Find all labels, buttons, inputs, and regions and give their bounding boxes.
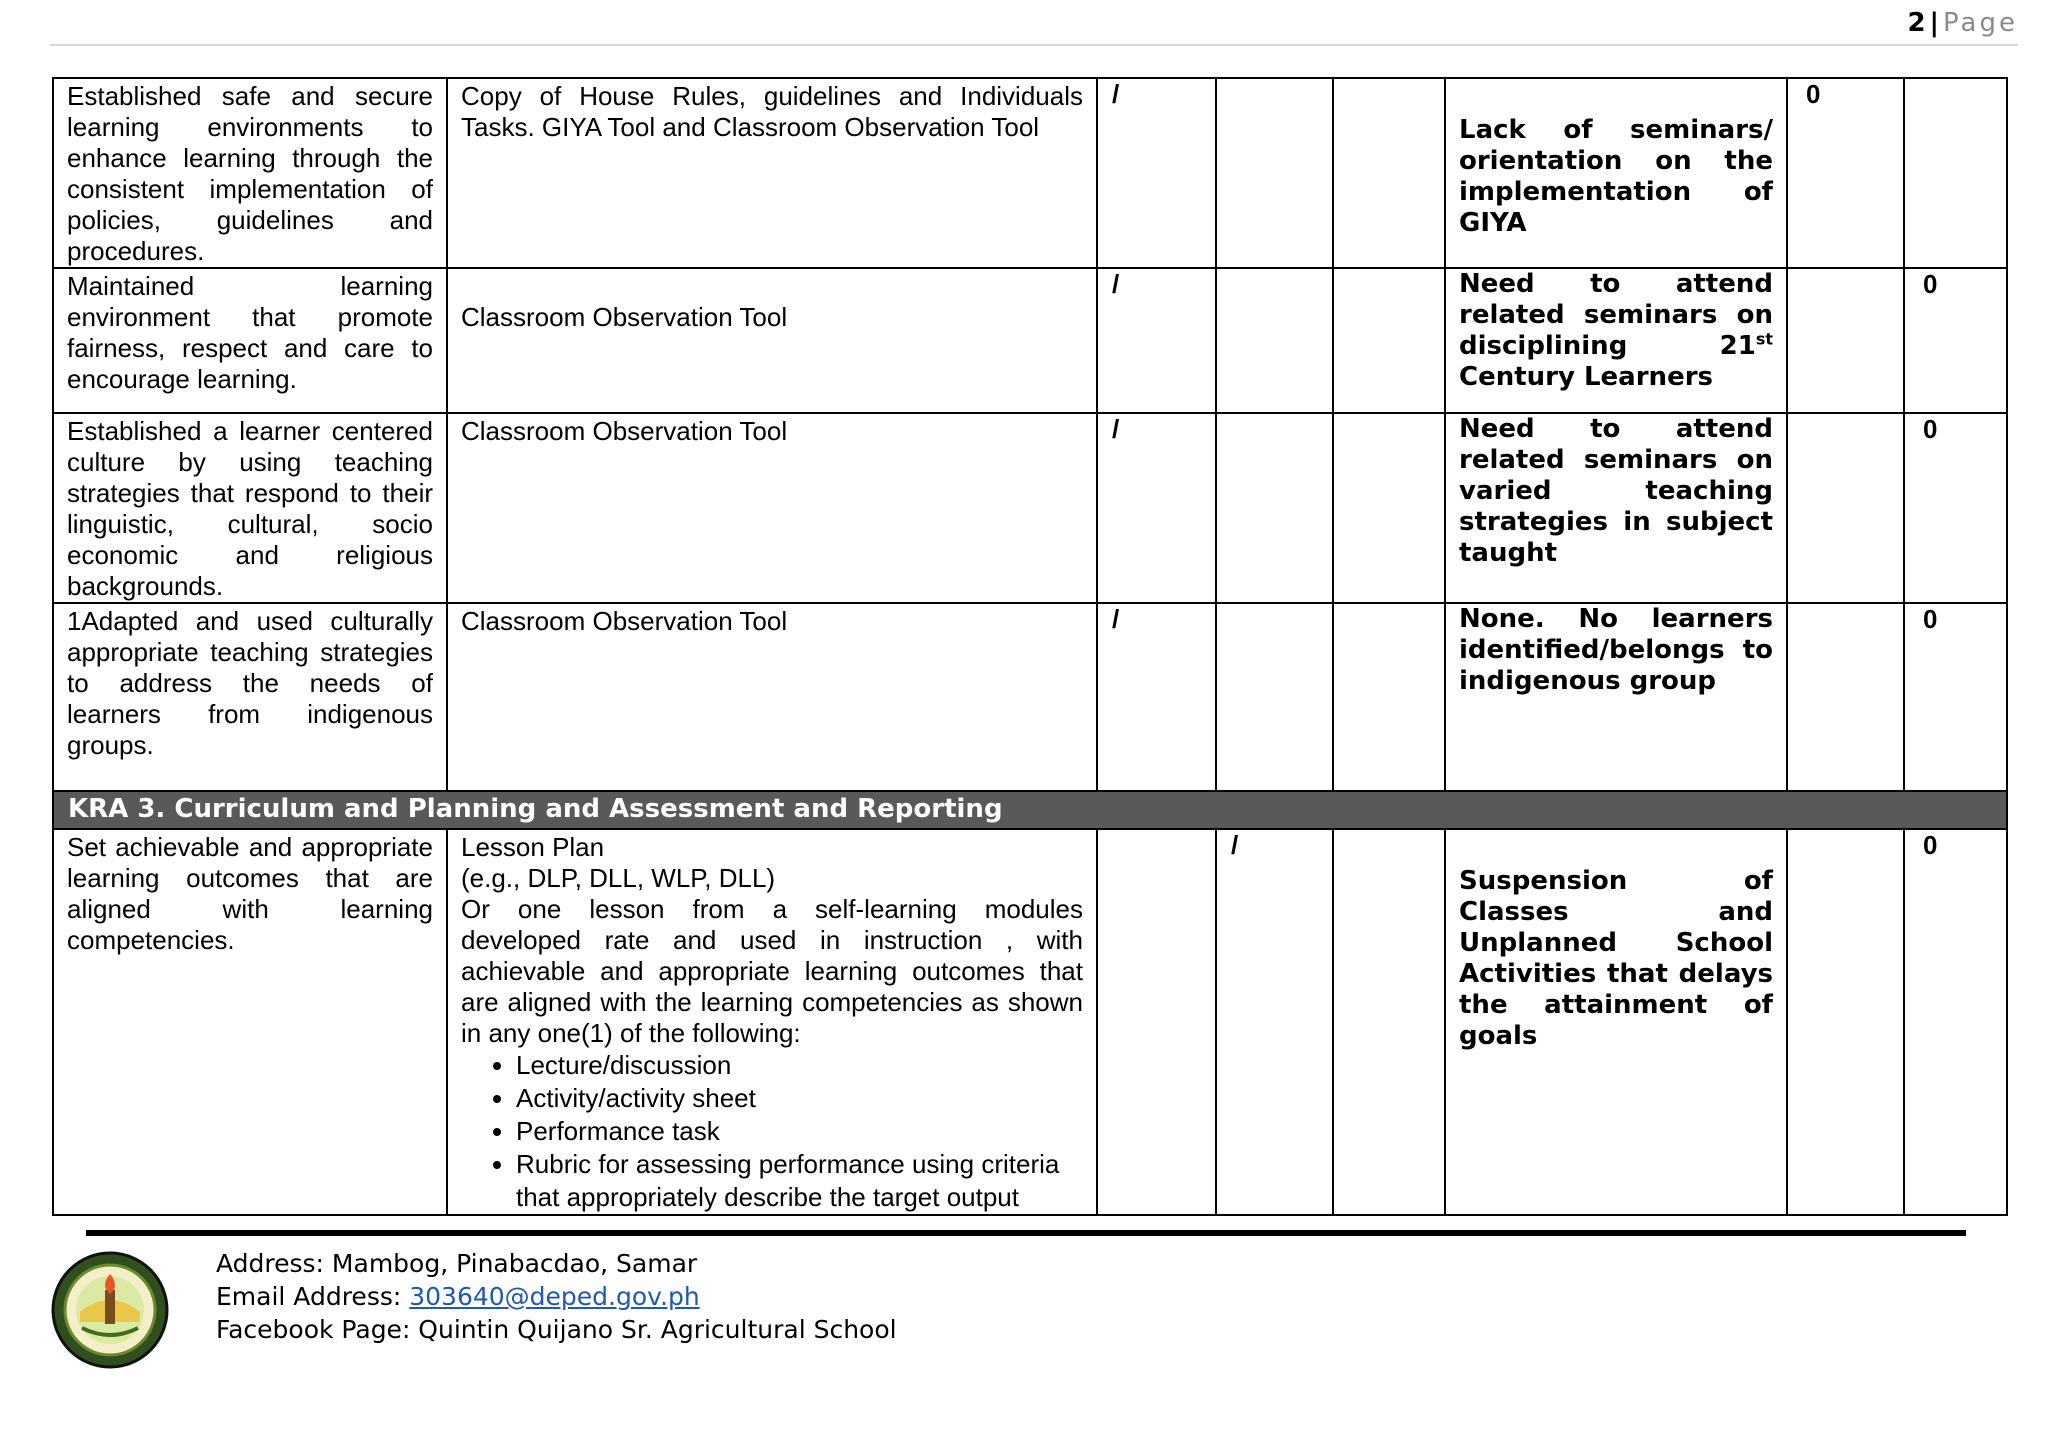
- school-seal-logo: [50, 1250, 170, 1370]
- rating-mark-2: [1216, 413, 1333, 603]
- means-examples: (e.g., DLP, DLL, WLP, DLL): [461, 863, 776, 893]
- means-cell: Classroom Observation Tool: [447, 268, 1097, 413]
- rating-mark-3: [1333, 829, 1445, 1215]
- score-cell-1: [1787, 413, 1904, 603]
- footer-contact: [216, 1247, 897, 1346]
- list-item: • Performance task: [516, 1115, 1083, 1148]
- page-separator: |: [1929, 8, 1940, 38]
- table-row: [53, 268, 2007, 413]
- score-cell-2: 0: [1904, 829, 2007, 1215]
- score-cell-2: 0: [1904, 413, 2007, 603]
- rating-mark-1: /: [1097, 603, 1216, 791]
- objective-cell: Established safe and secure learning environments to enhance learning through the consistent implementation of policies, guidelines and procedures.: [53, 78, 447, 268]
- remarks-text: None. No learners identified/belongs to indigenous group: [1459, 604, 1773, 696]
- page-number-header: [1907, 8, 2018, 38]
- email-link[interactable]: 303640@deped.gov.ph: [409, 1282, 700, 1311]
- remarks-text: Need to attend related seminars on disciplining 21st Century Learners: [1459, 269, 1773, 392]
- remarks-text: Lack of seminars/ orientation on the implementation of GIYA: [1459, 115, 1773, 238]
- footer-email-line: [216, 1280, 897, 1313]
- objective-cell: Set achievable and appropriate learning outcomes that are aligned with learning competencies.: [53, 829, 447, 1215]
- rating-mark-1: /: [1097, 78, 1216, 268]
- means-title: Lesson Plan: [461, 832, 605, 862]
- remarks-cell: [1445, 413, 1787, 603]
- rating-mark-2: [1216, 268, 1333, 413]
- kra-heading: KRA 3. Curriculum and Planning and Assessment and Reporting: [53, 791, 2007, 829]
- rating-mark-1: /: [1097, 268, 1216, 413]
- table-row: [53, 829, 2007, 1215]
- means-body: Or one lesson from a self-learning modules developed rate and used in instruction , with achievable and appropriate learning outcomes that are aligned with the learning competencies as shown in any one(1) of the following:: [461, 894, 1083, 1048]
- table-row: [53, 78, 2007, 268]
- score-cell-1: 0: [1787, 78, 1904, 268]
- score-cell-2: [1904, 78, 2007, 268]
- rating-mark-2: /: [1216, 829, 1333, 1215]
- list-item: • Activity/activity sheet: [516, 1082, 1083, 1115]
- rating-mark-2: [1216, 603, 1333, 791]
- means-cell: Copy of House Rules, guidelines and Individuals Tasks. GIYA Tool and Classroom Observation Tool: [447, 78, 1097, 268]
- rating-mark-1: [1097, 829, 1216, 1215]
- objective-cell: Maintained learning environment that promote fairness, respect and care to encourage learning.: [53, 268, 447, 413]
- score-cell-1: [1787, 268, 1904, 413]
- header-rule: [50, 44, 2018, 46]
- remarks-cell: [1445, 829, 1787, 1215]
- footer-address: Address: Mambog, Pinabacdao, Samar: [216, 1249, 698, 1278]
- remarks-cell: [1445, 78, 1787, 268]
- rating-mark-3: [1333, 78, 1445, 268]
- remarks-text: Suspension of Classes and Unplanned School Activities that delays the attainment of goals: [1459, 866, 1773, 1051]
- footer-email-label: Email Address:: [216, 1282, 410, 1311]
- table-row: [53, 413, 2007, 603]
- means-cell: [447, 829, 1097, 1215]
- rating-mark-3: [1333, 603, 1445, 791]
- score-cell-1: [1787, 829, 1904, 1215]
- objective-cell: 1Adapted and used culturally appropriate teaching strategies to address the needs of learners from indigenous groups.: [53, 603, 447, 791]
- score-cell-1: [1787, 603, 1904, 791]
- score-cell-2: 0: [1904, 268, 2007, 413]
- remarks-cell: [1445, 268, 1787, 413]
- remarks-cell: [1445, 603, 1787, 791]
- table-row: [53, 603, 2007, 791]
- list-item: • Lecture/discussion: [516, 1049, 1083, 1082]
- page-word: Page: [1943, 8, 2018, 38]
- means-list: [461, 1049, 1083, 1214]
- footer-facebook: Facebook Page: Quintin Quijano Sr. Agricultural School: [216, 1315, 897, 1344]
- score-cell-2: 0: [1904, 603, 2007, 791]
- kra-heading-row: [53, 791, 2007, 829]
- page-number: 2: [1907, 8, 1926, 38]
- footer-rule: [86, 1230, 1966, 1236]
- ipcrf-table: [52, 77, 2008, 1216]
- means-cell: Classroom Observation Tool: [447, 603, 1097, 791]
- rating-mark-1: /: [1097, 413, 1216, 603]
- rating-mark-3: [1333, 413, 1445, 603]
- rating-mark-2: [1216, 78, 1333, 268]
- rating-mark-3: [1333, 268, 1445, 413]
- list-item: • Rubric for assessing performance using criteria that appropriately describe the target output: [516, 1148, 1083, 1214]
- remarks-text: Need to attend related seminars on varied teaching strategies in subject taught: [1459, 414, 1773, 568]
- means-cell: Classroom Observation Tool: [447, 413, 1097, 603]
- objective-cell: Established a learner centered culture by using teaching strategies that respond to their linguistic, cultural, socio economic and religious backgrounds.: [53, 413, 447, 603]
